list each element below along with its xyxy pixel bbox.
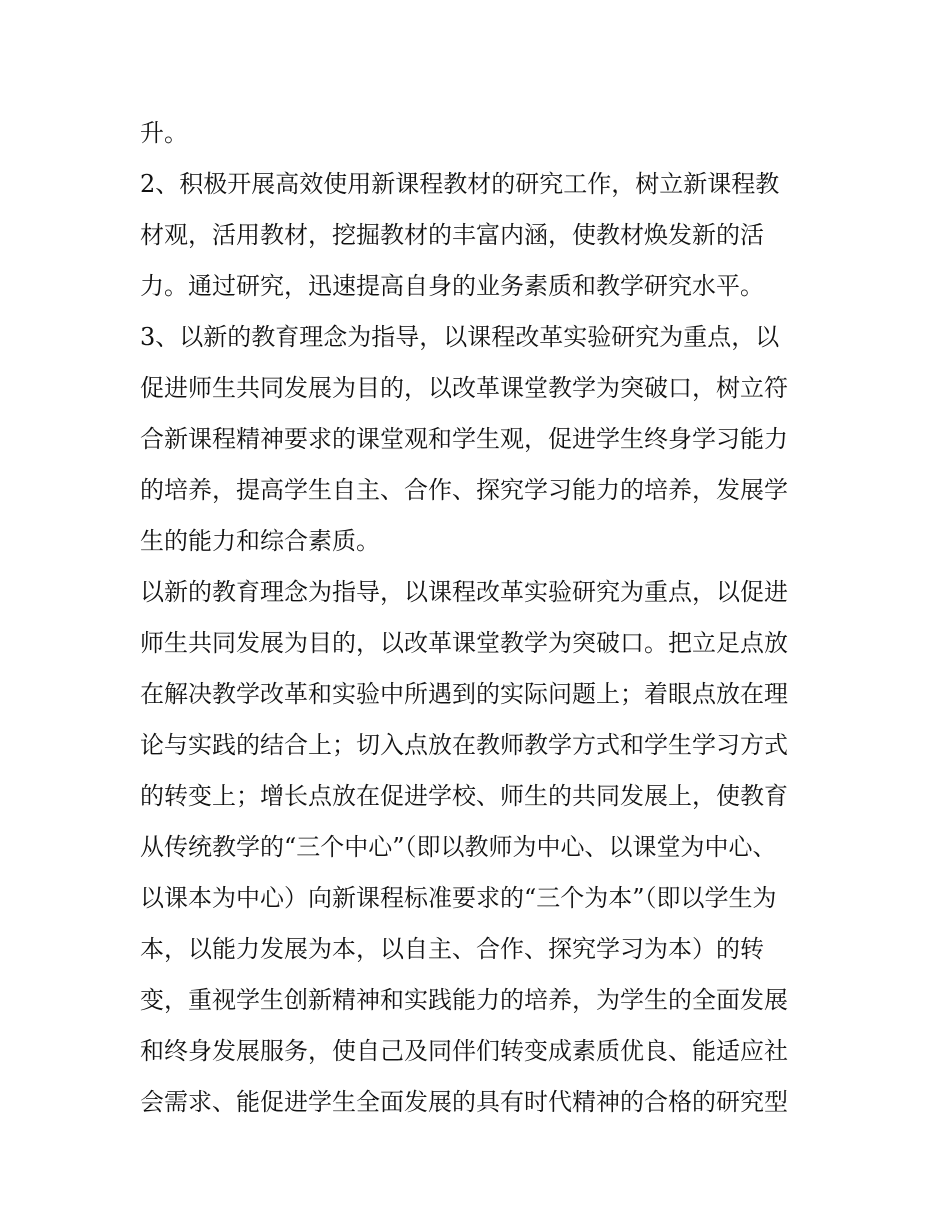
text-line: 以课本为中心）向新课程标准要求的“三个为本”（即以学生为 (140, 884, 777, 912)
text-line: 会需求、能促进学生全面发展的具有时代精神的合格的研究型 (140, 1088, 788, 1116)
text-line: 的培养，提高学生自主、合作、探究学习能力的培养，发展学 (140, 476, 788, 504)
text-line: 合新课程精神要求的课堂观和学生观，促进学生终身学习能力 (140, 425, 788, 453)
text-line: 材观，活用教材，挖掘教材的丰富内涵，使教材焕发新的活 (140, 221, 764, 249)
text-line: 升。 (140, 119, 188, 147)
text-line: 的转变上；增长点放在促进学校、师生的共同发展上，使教育 (140, 782, 788, 810)
text-line: 生的能力和综合素质。 (140, 527, 380, 555)
text-line: 力。通过研究，迅速提高自身的业务素质和教学研究水平。 (140, 272, 764, 300)
text-line: 在解决教学改革和实验中所遇到的实际问题上；着眼点放在理 (140, 680, 788, 708)
text-line: 从传统教学的“三个中心”（即以教师为中心、以课堂为中心、 (140, 833, 777, 861)
text-line: 以新的教育理念为指导，以课程改革实验研究为重点，以促进 (140, 578, 788, 606)
text-line: 师生共同发展为目的，以改革课堂教学为突破口。把立足点放 (140, 629, 788, 657)
text-line: 本，以能力发展为本，以自主、合作、探究学习为本）的转 (140, 935, 764, 963)
text-line: 和终身发展服务，使自己及同伴们转变成素质优良、能适应社 (140, 1037, 788, 1065)
text-line: 论与实践的结合上；切入点放在教师教学方式和学生学习方式 (140, 731, 788, 759)
text-line: 3、以新的教育理念为指导，以课程改革实验研究为重点，以 (140, 323, 780, 351)
text-line: 2、积极开展高效使用新课程教材的研究工作，树立新课程教 (140, 170, 780, 198)
text-line: 变，重视学生创新精神和实践能力的培养，为学生的全面发展 (140, 986, 788, 1014)
text-line: 促进师生共同发展为目的，以改革课堂教学为突破口，树立符 (140, 374, 788, 402)
body-text (140, 108, 820, 1128)
